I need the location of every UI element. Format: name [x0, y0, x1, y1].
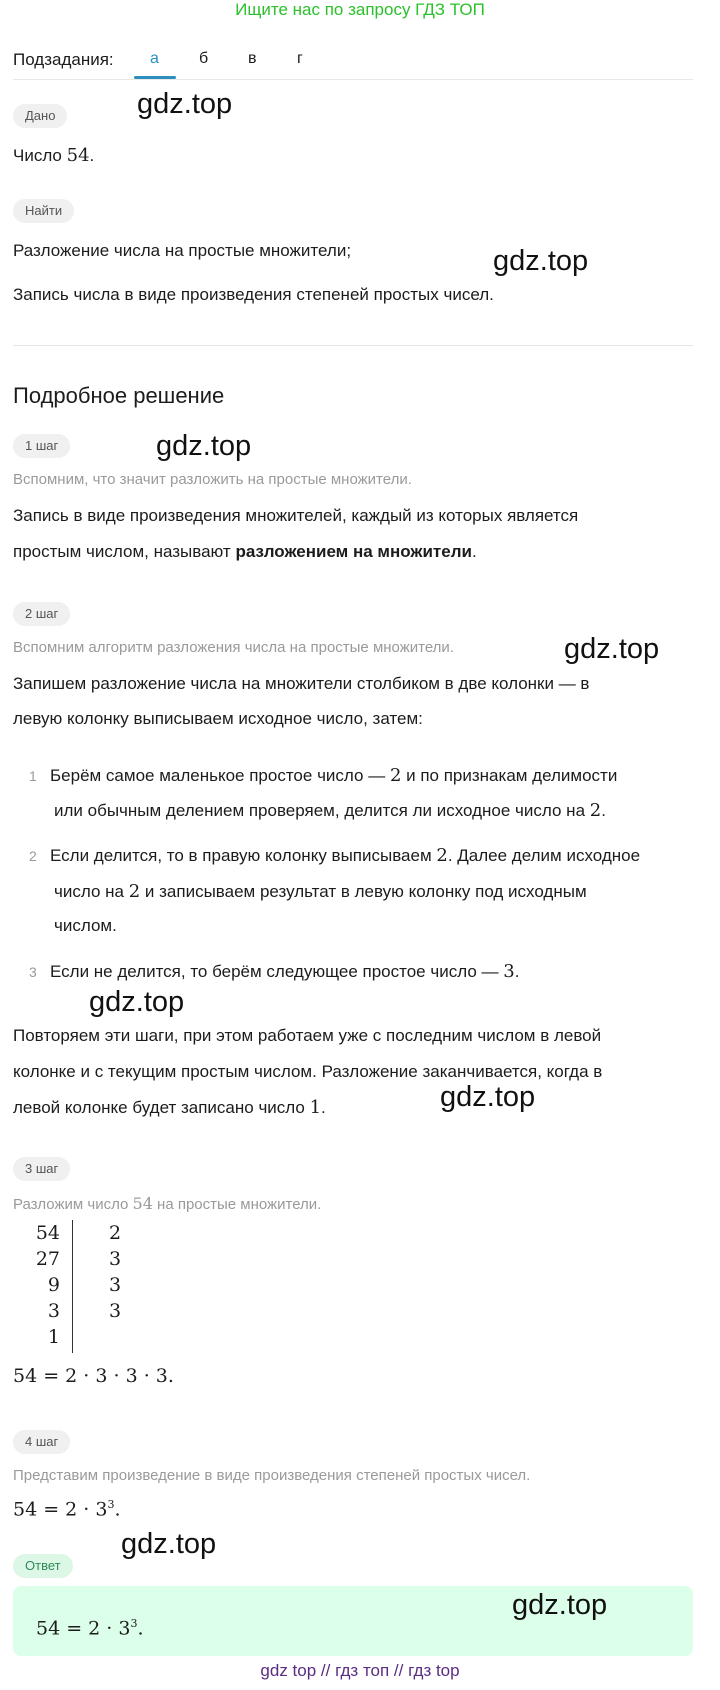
tab-a[interactable]: а: [150, 50, 159, 67]
find-item-1: Разложение числа на простые множители;: [13, 241, 352, 260]
footer-links[interactable]: gdz top // гдз топ // гдз top: [260, 1661, 460, 1680]
step1-badge: 1 шаг: [13, 434, 70, 458]
tab-b[interactable]: б: [199, 50, 209, 67]
step2-badge: 2 шаг: [13, 602, 70, 626]
watermark: gdz.top: [156, 430, 252, 462]
step3-hint: Разложим число 54 на простые множители.: [13, 1194, 322, 1213]
list-item-3-line1: Если не делится, то берём следующее простое число — 3.: [50, 961, 520, 982]
left-column-value: 9: [47, 1274, 60, 1296]
step2-hint: Вспомним алгоритм разложения числа на простые множители.: [13, 639, 454, 656]
step1-hint: Вспомним, что значит разложить на простые множители.: [13, 471, 412, 488]
step2-outro-3: левой колонке будет записано число 1.: [13, 1097, 326, 1118]
left-column-value: 27: [35, 1248, 60, 1270]
section-divider: [13, 345, 693, 346]
left-column-value: 1: [47, 1326, 60, 1348]
tab-g[interactable]: г: [297, 50, 303, 67]
watermark: gdz.top: [564, 633, 660, 665]
given-badge: Дано: [13, 104, 67, 128]
step1-line1: Запись в виде произведения множителей, каждый из которых является: [13, 506, 579, 525]
watermark: gdz.top: [512, 1589, 608, 1621]
list-item-2-line2: число на 2 и записываем результат в левую колонку под исходным: [54, 881, 587, 902]
solution-title: Подробное решение: [13, 383, 225, 408]
watermark: gdz.top: [137, 88, 233, 120]
watermark: gdz.top: [493, 245, 589, 277]
left-column-value: 54: [35, 1222, 60, 1244]
step4-badge: 4 шаг: [13, 1430, 70, 1454]
given-text: Число 54.: [13, 145, 95, 166]
step3-badge: 3 шаг: [13, 1157, 70, 1181]
step1-line2: простым числом, называют разложением на множители.: [13, 542, 477, 561]
right-column-value: 3: [109, 1300, 122, 1322]
table-divider-line: [72, 1220, 73, 1353]
list-item-2-line1: Если делится, то в правую колонку выписываем 2. Далее делим исходное: [50, 845, 641, 866]
tab-v[interactable]: в: [248, 50, 257, 67]
watermark: gdz.top: [440, 1081, 536, 1113]
step3-result: 54 = 2 · 3 · 3 · 3.: [13, 1365, 174, 1387]
left-column-value: 3: [47, 1300, 60, 1322]
list-item-1-line1: Берём самое маленькое простое число — 2 и по признакам делимости: [50, 765, 618, 786]
find-item-2: Запись числа в виде произведения степеней простых чисел.: [13, 285, 494, 304]
answer-value: $54 = 2 \cdot 3^3$.: [36, 1617, 144, 1640]
answer-badge: Ответ: [13, 1554, 73, 1578]
list-number: 3: [29, 964, 37, 980]
list-number: 1: [29, 768, 37, 784]
step4-hint: Представим произведение в виде произведения степеней простых чисел.: [13, 1467, 531, 1484]
find-badge: Найти: [13, 199, 74, 223]
list-number: 2: [29, 848, 37, 864]
step4-result: $54 = 2 \cdot 3^3$.: [13, 1498, 121, 1521]
watermark: gdz.top: [121, 1528, 217, 1560]
list-item-1-line2: или обычным делением проверяем, делится ли исходное число на 2.: [54, 800, 606, 821]
step2-intro-2: левую колонку выписываем исходное число, затем:: [13, 709, 423, 728]
list-item-2-line3: числом.: [54, 916, 117, 935]
step2-outro-1: Повторяем эти шаги, при этом работаем уже с последним числом в левой: [13, 1026, 602, 1045]
watermark: gdz.top: [89, 986, 185, 1018]
step2-intro-1: Запишем разложение числа на множители столбиком в две колонки — в: [13, 674, 590, 693]
promo-banner: Ищите нас по запросу ГДЗ ТОП: [235, 0, 485, 19]
right-column-value: 3: [109, 1248, 122, 1270]
subtasks-label: Подзадания:: [13, 50, 114, 69]
right-column-value: 2: [109, 1222, 122, 1244]
step2-outro-2: колонке и с текущим простым числом. Разложение заканчивается, когда в: [13, 1062, 603, 1081]
right-column-value: 3: [109, 1274, 122, 1296]
tabs-divider: [13, 79, 693, 80]
